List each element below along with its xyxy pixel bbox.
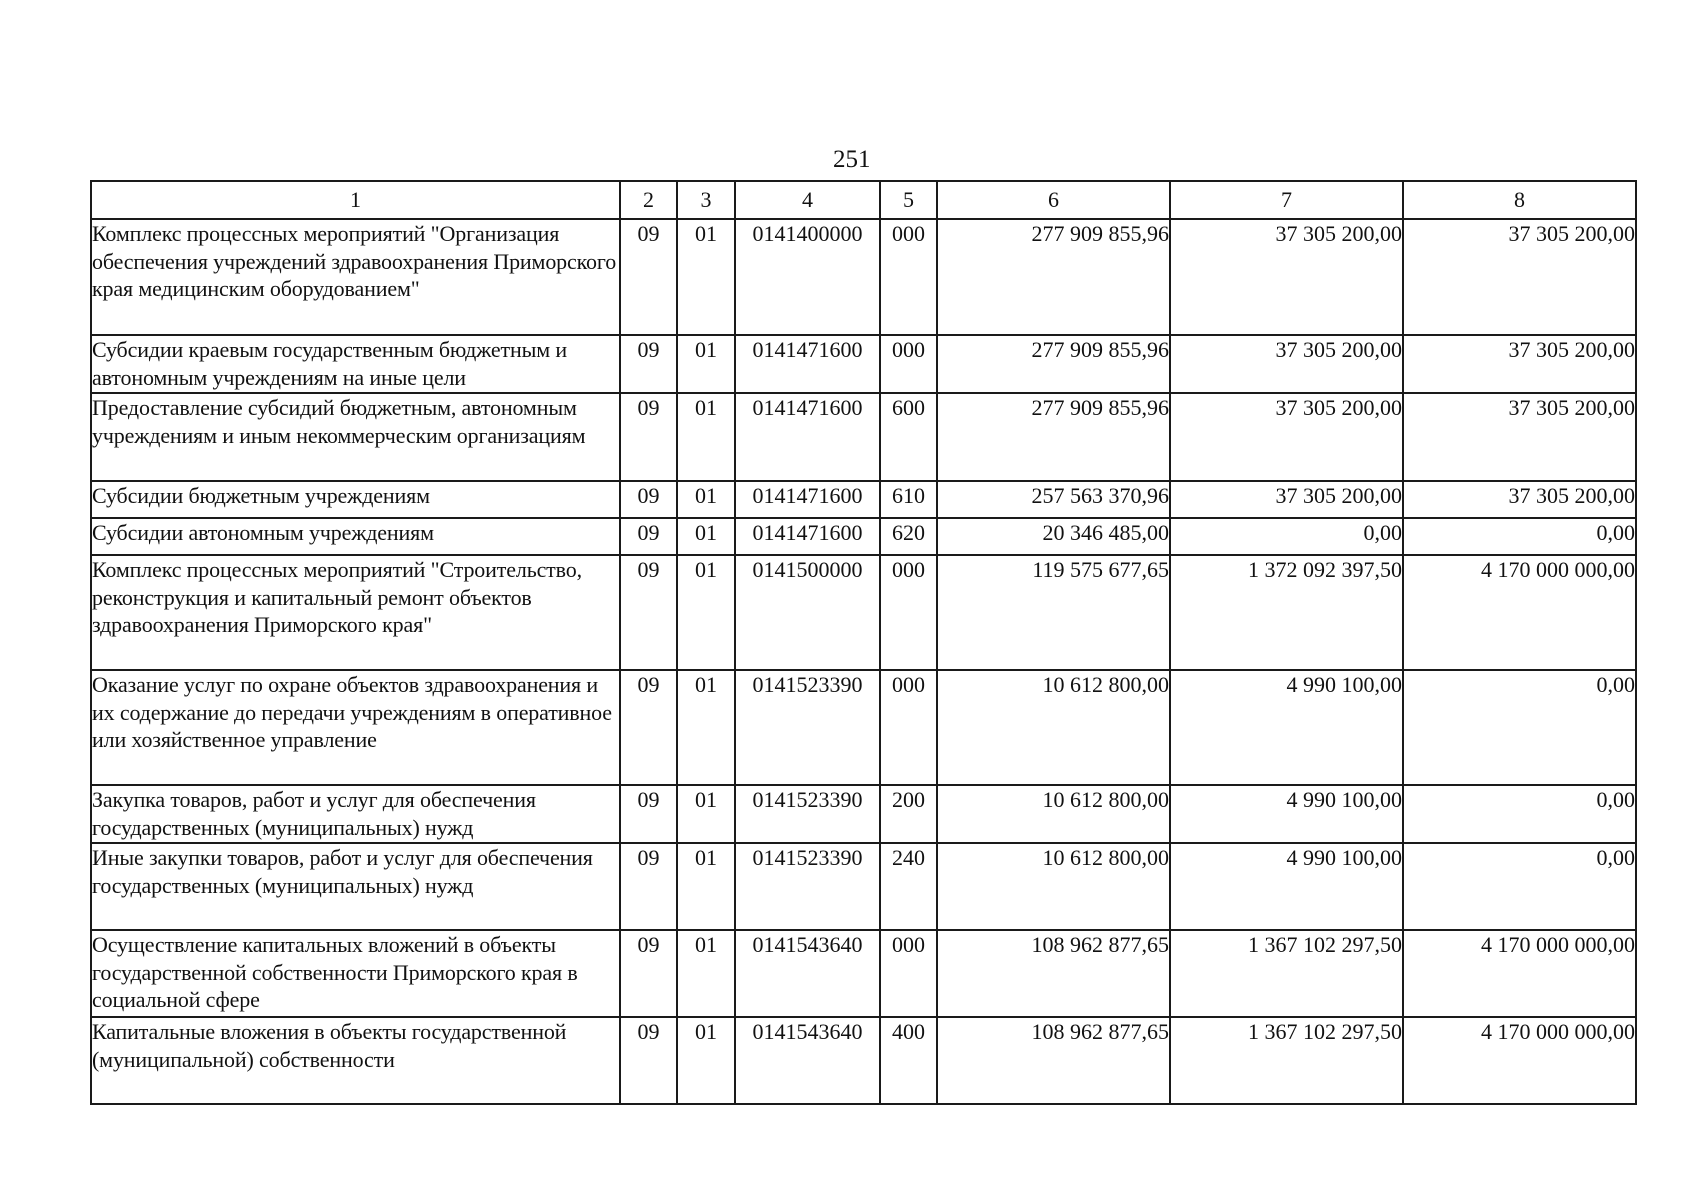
subsection-code: 01 [677,481,735,518]
amount-col8: 37 305 200,00 [1403,393,1636,481]
target-article-code: 0141543640 [735,930,880,1017]
amount-col6: 10 612 800,00 [937,785,1170,843]
subsection-code: 01 [677,518,735,555]
target-article-code: 0141523390 [735,670,880,785]
table-row [91,518,1636,555]
target-article-code: 0141471600 [735,518,880,555]
amount-col7: 37 305 200,00 [1170,335,1403,393]
target-article-code: 0141400000 [735,219,880,335]
target-article-code: 0141523390 [735,785,880,843]
amount-col7: 0,00 [1170,518,1403,555]
header-row [91,181,1636,219]
amount-col7: 37 305 200,00 [1170,393,1403,481]
section-code: 09 [620,555,677,670]
target-article-code: 0141500000 [735,555,880,670]
amount-col6: 108 962 877,65 [937,1017,1170,1104]
amount-col6: 10 612 800,00 [937,670,1170,785]
expense-type-code: 000 [880,670,937,785]
amount-col6: 108 962 877,65 [937,930,1170,1017]
table-row [91,555,1636,670]
expense-type-code: 200 [880,785,937,843]
amount-col8: 4 170 000 000,00 [1403,555,1636,670]
target-article-code: 0141471600 [735,393,880,481]
amount-col7: 1 367 102 297,50 [1170,930,1403,1017]
row-name: Субсидии автономным учреждениям [91,518,620,555]
expense-type-code: 000 [880,555,937,670]
expense-type-code: 000 [880,930,937,1017]
expense-type-code: 240 [880,843,937,930]
amount-col8: 0,00 [1403,670,1636,785]
column-header: 2 [620,181,677,219]
subsection-code: 01 [677,555,735,670]
expense-type-code: 000 [880,335,937,393]
target-article-code: 0141471600 [735,335,880,393]
expense-type-code: 620 [880,518,937,555]
amount-col8: 37 305 200,00 [1403,335,1636,393]
amount-col6: 277 909 855,96 [937,393,1170,481]
row-name: Субсидии краевым государственным бюджетным и автономным учреждениям на иные цели [91,335,620,393]
section-code: 09 [620,518,677,555]
amount-col6: 20 346 485,00 [937,518,1170,555]
section-code: 09 [620,843,677,930]
row-name: Закупка товаров, работ и услуг для обеспечения государственных (муниципальных) нужд [91,785,620,843]
row-name: Капитальные вложения в объекты государственной (муниципальной) собственности [91,1017,620,1104]
target-article-code: 0141543640 [735,1017,880,1104]
column-header: 3 [677,181,735,219]
section-code: 09 [620,335,677,393]
column-header: 8 [1403,181,1636,219]
table-row [91,670,1636,785]
column-header: 1 [91,181,620,219]
section-code: 09 [620,481,677,518]
target-article-code: 0141471600 [735,481,880,518]
column-header: 4 [735,181,880,219]
amount-col7: 37 305 200,00 [1170,219,1403,335]
amount-col7: 4 990 100,00 [1170,843,1403,930]
section-code: 09 [620,1017,677,1104]
row-name: Комплекс процессных мероприятий "Строительство, реконструкция и капитальный ремонт объектов здравоохранения Приморского края" [91,555,620,670]
expense-type-code: 610 [880,481,937,518]
amount-col6: 10 612 800,00 [937,843,1170,930]
amount-col7: 37 305 200,00 [1170,481,1403,518]
row-name: Субсидии бюджетным учреждениям [91,481,620,518]
amount-col7: 1 367 102 297,50 [1170,1017,1403,1104]
amount-col8: 4 170 000 000,00 [1403,930,1636,1017]
amount-col7: 1 372 092 397,50 [1170,555,1403,670]
subsection-code: 01 [677,335,735,393]
amount-col7: 4 990 100,00 [1170,785,1403,843]
amount-col7: 4 990 100,00 [1170,670,1403,785]
subsection-code: 01 [677,670,735,785]
amount-col8: 0,00 [1403,518,1636,555]
target-article-code: 0141523390 [735,843,880,930]
table-row [91,930,1636,1017]
section-code: 09 [620,785,677,843]
subsection-code: 01 [677,785,735,843]
row-name: Предоставление субсидий бюджетным, автономным учреждениям и иным некоммерческим организациям [91,393,620,481]
section-code: 09 [620,393,677,481]
expense-type-code: 400 [880,1017,937,1104]
amount-col8: 37 305 200,00 [1403,481,1636,518]
row-name: Оказание услуг по охране объектов здравоохранения и их содержание до передачи учреждениям в оперативное или хозяйственное управление [91,670,620,785]
subsection-code: 01 [677,1017,735,1104]
column-header: 6 [937,181,1170,219]
table-row [91,481,1636,518]
subsection-code: 01 [677,843,735,930]
row-name: Осуществление капитальных вложений в объекты государственной собственности Приморского края в социальной сфере [91,930,620,1017]
row-name: Иные закупки товаров, работ и услуг для обеспечения государственных (муниципальных) нужд [91,843,620,930]
expense-type-code: 000 [880,219,937,335]
subsection-code: 01 [677,930,735,1017]
amount-col6: 277 909 855,96 [937,219,1170,335]
table-row [91,843,1636,930]
budget-table [90,180,1637,1105]
subsection-code: 01 [677,393,735,481]
subsection-code: 01 [677,219,735,335]
amount-col8: 0,00 [1403,785,1636,843]
amount-col6: 277 909 855,96 [937,335,1170,393]
table-row [91,1017,1636,1104]
amount-col6: 119 575 677,65 [937,555,1170,670]
section-code: 09 [620,930,677,1017]
column-header: 7 [1170,181,1403,219]
table-row [91,393,1636,481]
amount-col8: 37 305 200,00 [1403,219,1636,335]
expense-type-code: 600 [880,393,937,481]
table-row [91,335,1636,393]
table-row [91,785,1636,843]
amount-col8: 0,00 [1403,843,1636,930]
section-code: 09 [620,219,677,335]
table-row [91,219,1636,335]
page-number: 251 [833,146,871,173]
amount-col6: 257 563 370,96 [937,481,1170,518]
row-name: Комплекс процессных мероприятий "Организация обеспечения учреждений здравоохранения Приморского края медицинским оборудованием" [91,219,620,335]
column-header: 5 [880,181,937,219]
amount-col8: 4 170 000 000,00 [1403,1017,1636,1104]
section-code: 09 [620,670,677,785]
